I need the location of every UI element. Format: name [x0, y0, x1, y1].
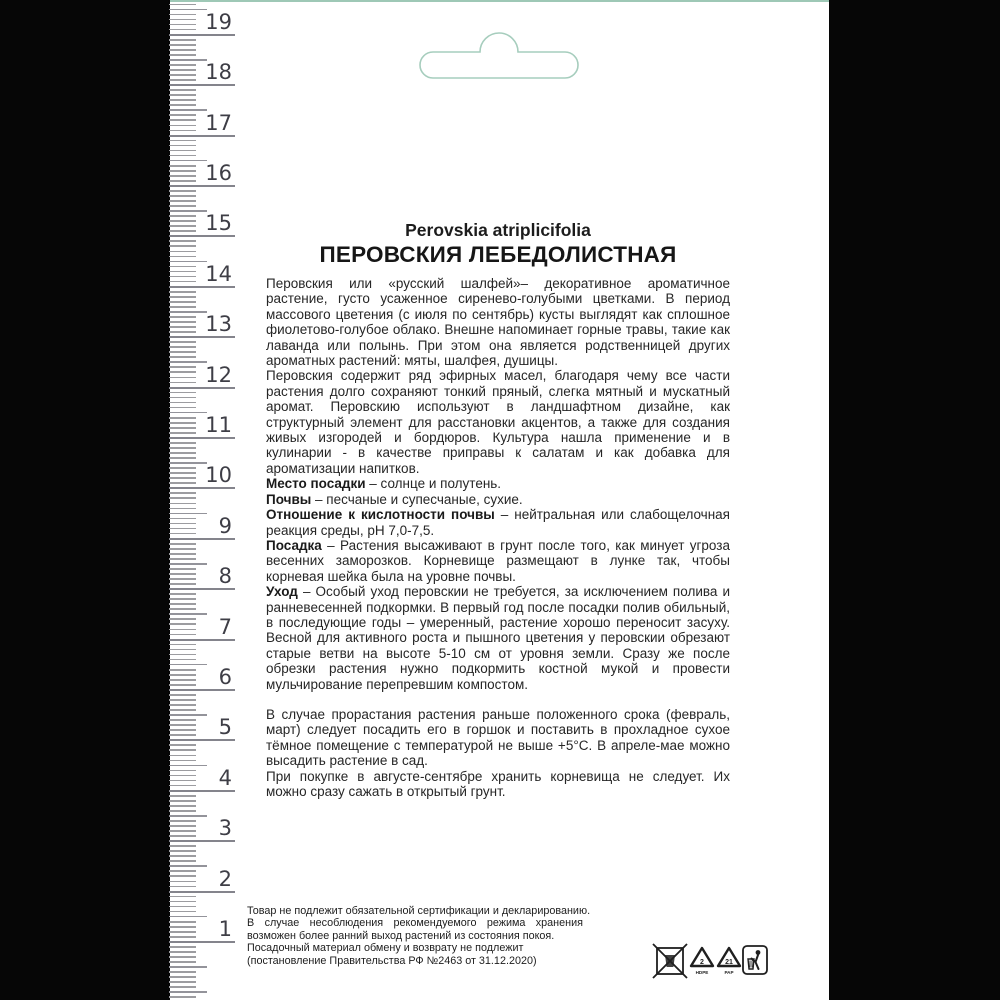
ruler-mm-tick: [169, 558, 196, 560]
feature-care: [266, 584, 730, 692]
feature-acidity-label: Отношение к кислотности почвы: [266, 507, 495, 523]
ruler-mm-tick: [169, 553, 196, 555]
ruler-cm-number: 14: [205, 261, 232, 286]
spacer: [266, 692, 730, 707]
ruler-cm-number: 1: [218, 917, 232, 941]
ruler-mm-tick: [169, 377, 196, 379]
ruler-mm-tick: [169, 755, 196, 757]
ruler-mm-tick: [169, 981, 196, 983]
ruler-half-cm-tick: [169, 9, 207, 11]
ruler-mm-tick: [169, 926, 196, 928]
ruler-mm-tick: [169, 407, 196, 409]
ruler-mm-tick: [169, 578, 196, 580]
ruler-mm-tick: [169, 719, 196, 721]
ruler-mm-tick: [169, 770, 196, 772]
ruler-mm-tick: [169, 452, 196, 454]
ruler-mm-tick: [169, 326, 196, 328]
ruler-mm-tick: [169, 533, 196, 535]
ruler-cm-tick: [169, 941, 235, 943]
ruler-mm-tick: [169, 921, 196, 923]
ruler-mm-tick: [169, 4, 196, 6]
ruler-mm-tick: [169, 850, 196, 852]
ruler-mm-tick: [169, 331, 196, 333]
ruler: [0, 0, 260, 1000]
ruler-cm-tick: [169, 840, 235, 842]
ruler-half-cm-tick: [169, 664, 207, 666]
ruler-cm-number: 5: [218, 715, 232, 740]
ruler-mm-tick: [169, 24, 196, 26]
ruler-cm-number: 3: [218, 816, 232, 841]
ruler-mm-tick: [169, 946, 196, 948]
recycling-code-2-number: 2: [700, 959, 704, 966]
ruler-mm-tick: [169, 256, 196, 258]
ruler-half-cm-tick: [169, 462, 207, 464]
feature-place-text: – солнце и полутень.: [365, 476, 502, 492]
ruler-mm-tick: [169, 785, 196, 787]
feature-care-label: Уход: [266, 584, 298, 600]
ruler-mm-tick: [169, 190, 196, 192]
ruler-mm-tick: [169, 795, 196, 797]
ruler-mm-tick: [169, 251, 196, 253]
ruler-mm-tick: [169, 603, 196, 605]
ruler-mm-tick: [169, 442, 196, 444]
feature-soil-text: – песчаные и супесчаные, сухие.: [311, 491, 523, 507]
feature-soil: [266, 492, 730, 507]
ruler-mm-tick: [169, 886, 196, 888]
feature-soil-label: Почвы: [266, 491, 312, 507]
ruler-mm-tick: [169, 830, 196, 832]
ruler-cm-tick: [169, 588, 235, 590]
ruler-mm-tick: [169, 760, 196, 762]
ruler-mm-tick: [169, 618, 196, 620]
ruler-mm-tick: [169, 457, 196, 459]
ruler-mm-tick: [169, 709, 196, 711]
ruler-cm-number: 16: [205, 161, 232, 185]
ruler-mm-tick: [169, 366, 196, 368]
ruler-mm-tick: [169, 397, 196, 399]
ruler-mm-tick: [169, 699, 196, 701]
ruler-mm-tick: [169, 195, 196, 197]
ruler-mm-tick: [169, 341, 196, 343]
ruler-mm-tick: [169, 870, 196, 872]
feature-planting-label: Посадка: [266, 537, 322, 553]
ruler-mm-tick: [169, 896, 196, 898]
ruler-mm-tick: [169, 971, 196, 973]
ruler-half-cm-tick: [169, 613, 207, 615]
ruler-cm-number: 11: [205, 413, 232, 437]
ruler-mm-tick: [169, 518, 196, 520]
ruler-mm-tick: [169, 568, 196, 570]
ruler-mm-tick: [169, 180, 196, 182]
ruler-mm-tick: [169, 523, 196, 525]
ruler-half-cm-tick: [169, 412, 207, 414]
ruler-mm-tick: [169, 371, 196, 373]
ruler-mm-tick: [169, 79, 196, 81]
ruler-cm-number: 4: [218, 765, 232, 790]
ruler-mm-tick: [169, 528, 196, 530]
ruler-mm-tick: [169, 729, 196, 731]
ruler-half-cm-tick: [169, 311, 207, 313]
ruler-mm-tick: [169, 392, 196, 394]
feature-place-label: Место посадки: [266, 476, 366, 492]
ruler-mm-tick: [169, 694, 196, 696]
ruler-mm-tick: [169, 220, 196, 222]
ruler-mm-tick: [169, 583, 196, 585]
ruler-half-cm-tick: [169, 160, 207, 162]
ruler-cm-tick: [169, 34, 235, 36]
ruler-cm-tick: [169, 185, 235, 187]
ruler-mm-tick: [169, 74, 196, 76]
recycling-code-2-label: HDPE: [695, 970, 709, 975]
ruler-mm-tick: [169, 99, 196, 101]
description-paragraph-2: Перовския содержит ряд эфирных масел, благодаря чему все части растения долго сохраняют тонкий пряный, слегка мятный и мускатный аромат. Перовскию используют в ландшафтном дизайне, как структурный элемент для расстановки акцентов, а также для создания живых изгородей и бордюров. Культура нашла применение и в кулинарии - в качестве приправы к салатам и как добавка для ароматизации напитков.: [266, 368, 730, 476]
ruler-mm-tick: [169, 548, 196, 550]
recycling-code-21-icon: [715, 945, 743, 977]
ruler-mm-tick: [169, 704, 196, 706]
ruler-mm-tick: [169, 130, 196, 132]
ruler-mm-tick: [169, 634, 196, 636]
ruler-mm-tick: [169, 271, 196, 273]
ruler-mm-tick: [169, 508, 196, 510]
ruler-mm-tick: [169, 54, 196, 56]
ruler-mm-tick: [169, 855, 196, 857]
ruler-mm-tick: [169, 800, 196, 802]
ruler-mm-tick: [169, 39, 196, 41]
legal-line-certification: Товар не подлежит обязательной сертификации и декларированию.: [247, 905, 591, 917]
ruler-mm-tick: [169, 573, 196, 575]
ruler-mm-tick: [169, 911, 196, 913]
ruler-cm-number: 12: [205, 362, 232, 387]
ruler-mm-tick: [169, 845, 196, 847]
ruler-mm-tick: [169, 472, 196, 474]
ruler-mm-tick: [169, 447, 196, 449]
ruler-mm-tick: [169, 170, 196, 172]
recycling-code-2-icon: [688, 945, 716, 977]
ruler-mm-tick: [169, 497, 196, 499]
ruler-mm-tick: [169, 961, 196, 963]
ruler-cm-number: 19: [205, 9, 232, 34]
ruler-mm-tick: [169, 881, 196, 883]
ruler-mm-tick: [169, 266, 196, 268]
ruler-mm-tick: [169, 356, 196, 358]
ruler-half-cm-tick: [169, 563, 207, 565]
ruler-mm-tick: [169, 94, 196, 96]
ruler-mm-tick: [169, 629, 196, 631]
russian-title: ПЕРОВСКИЯ ЛЕБЕДОЛИСТНАЯ: [319, 242, 677, 267]
latin-title: Perovskia atriplicifolia: [405, 220, 591, 240]
ruler-mm-tick: [169, 936, 196, 938]
ruler-mm-tick: [169, 875, 196, 877]
ruler-cm-tick: [169, 689, 235, 691]
legal-line-storage: В случае несоблюдения рекомендуемого режима хранения возможен более ранний выход растений из состояния покоя.: [247, 917, 583, 942]
ruler-mm-tick: [169, 150, 196, 152]
ruler-cm-tick: [169, 538, 235, 540]
ruler-mm-tick: [169, 608, 196, 610]
ruler-half-cm-tick: [169, 210, 207, 212]
ruler-mm-tick: [169, 417, 196, 419]
ruler-mm-tick: [169, 901, 196, 903]
ruler-half-cm-tick: [169, 59, 207, 61]
ruler-mm-tick: [169, 780, 196, 782]
ruler-mm-tick: [169, 140, 196, 142]
ruler-mm-tick: [169, 482, 196, 484]
ruler-mm-tick: [169, 427, 196, 429]
ruler-mm-tick: [169, 477, 196, 479]
ruler-cm-tick: [169, 487, 235, 489]
ruler-mm-tick: [169, 775, 196, 777]
ruler-mm-tick: [169, 679, 196, 681]
ruler-cm-tick: [169, 84, 235, 86]
ruler-mm-tick: [169, 89, 196, 91]
ruler-mm-tick: [169, 306, 196, 308]
ruler-mm-tick: [169, 296, 196, 298]
ruler-mm-tick: [169, 976, 196, 978]
ruler-mm-tick: [169, 215, 196, 217]
ruler-mm-tick: [169, 230, 196, 232]
description-paragraph-1: Перовския или «русский шалфей»– декоративное ароматичное растение, густо усаженное сиренево-голубыми цветками. В период массового цветения (с июля по сентябрь) кусты выглядят как сплошное фиолетово-голубое облако. Внешне напоминает горные травы, такие как лаванда или полынь. При этом она является родственницей других ароматных растений: мяты, шалфея, душицы.: [266, 276, 730, 369]
ruler-cm-tick: [169, 387, 235, 389]
ruler-mm-tick: [169, 402, 196, 404]
ruler-mm-tick: [169, 64, 196, 66]
ruler-mm-tick: [169, 749, 196, 751]
ruler-mm-tick: [169, 684, 196, 686]
ruler-cm-tick: [169, 235, 235, 237]
ruler-mm-tick: [169, 734, 196, 736]
ruler-mm-tick: [169, 986, 196, 988]
ruler-cm-number: 18: [205, 60, 232, 85]
ruler-mm-tick: [169, 104, 196, 106]
ruler-mm-tick: [169, 649, 196, 651]
ruler-mm-tick: [169, 145, 196, 147]
feature-acidity-text: – нейтральная или слабощелочная реакция среды, pH 7,0-7,5.: [266, 507, 730, 538]
ruler-mm-tick: [169, 503, 196, 505]
ruler-mm-tick: [169, 382, 196, 384]
ruler-cm-tick: [169, 891, 235, 893]
ruler-mm-tick: [169, 956, 196, 958]
ruler-mm-tick: [169, 659, 196, 661]
ruler-cm-number: 6: [218, 665, 232, 689]
ruler-mm-tick: [169, 805, 196, 807]
ruler-half-cm-tick: [169, 916, 207, 918]
ruler-cm-number: 13: [205, 312, 232, 337]
ruler-mm-tick: [169, 165, 196, 167]
ruler-mm-tick: [169, 346, 196, 348]
ruler-cm-number: 17: [205, 110, 232, 135]
ruler-half-cm-tick: [169, 815, 207, 817]
ruler-half-cm-tick: [169, 714, 207, 716]
ruler-mm-tick: [169, 125, 196, 127]
ruler-mm-tick: [169, 291, 196, 293]
ruler-cm-tick: [169, 286, 235, 288]
ruler-mm-tick: [169, 623, 196, 625]
storage-paragraph-2: При покупке в августе-сентябре хранить корневища не следует. Их можно сразу сажать в открытый грунт.: [266, 768, 730, 799]
ruler-mm-tick: [169, 114, 196, 116]
ruler-mm-tick: [169, 654, 196, 656]
ruler-half-cm-tick: [169, 865, 207, 867]
ruler-half-cm-tick: [169, 261, 207, 263]
ruler-mm-tick: [169, 155, 196, 157]
storage-paragraph-1: В случае прорастания растения раньше положенного срока (февраль, март) следует посадить его в горшок и поставить в прохладное сухое тёмное помещение с температурой не выше +5°С. В апреле-мае можно высадить растение в сад.: [266, 706, 730, 769]
ruler-cm-number: 9: [218, 513, 232, 538]
ruler-mm-tick: [169, 860, 196, 862]
ruler-mm-tick: [169, 644, 196, 646]
ruler-mm-tick: [169, 598, 196, 600]
ruler-mm-tick: [169, 119, 196, 121]
feature-planting-text: – Растения высаживают в грунт после того, как минует угроза весенних заморозков. Корневище размещают в лунке так, чтобы корневая шейка была на уровне почвы.: [266, 537, 730, 584]
ruler-mm-tick: [169, 240, 196, 242]
ruler-mm-tick: [169, 276, 196, 278]
ruler-mm-tick: [169, 321, 196, 323]
ruler-mm-tick: [169, 175, 196, 177]
ruler-mm-tick: [169, 931, 196, 933]
ruler-mm-tick: [169, 669, 196, 671]
ruler-half-cm-tick: [169, 513, 207, 515]
ruler-mm-tick: [169, 674, 196, 676]
ruler-half-cm-tick: [169, 966, 207, 968]
ruler-mm-tick: [169, 593, 196, 595]
ruler-mm-tick: [169, 200, 196, 202]
ruler-mm-tick: [169, 543, 196, 545]
recycling-code-21-label: PAP: [724, 970, 734, 975]
ruler-mm-tick: [169, 744, 196, 746]
ruler-half-cm-tick: [169, 765, 207, 767]
legal-line-no-return: Посадочный материал обмену и возврату не подлежит: [247, 942, 524, 955]
legal-line-decree: (постановление Правительства РФ №2463 от 31.12.2020): [247, 954, 537, 967]
ruler-mm-tick: [169, 69, 196, 71]
ruler-cm-number: 10: [205, 463, 232, 488]
ruler-cm-number: 8: [218, 564, 232, 589]
ruler-half-cm-tick: [169, 991, 207, 993]
ruler-mm-tick: [169, 810, 196, 812]
ruler-cm-number: 15: [205, 211, 232, 236]
ruler-mm-tick: [169, 724, 196, 726]
ruler-cm-tick: [169, 639, 235, 641]
ruler-mm-tick: [169, 351, 196, 353]
ruler-mm-tick: [169, 301, 196, 303]
tidyman-icon: [742, 945, 768, 975]
feature-planting: [266, 538, 730, 584]
ruler-mm-tick: [169, 205, 196, 207]
ruler-mm-tick: [169, 422, 196, 424]
ruler-mm-tick: [169, 316, 196, 318]
ruler-mm-tick: [169, 951, 196, 953]
ruler-cm-tick: [169, 739, 235, 741]
ruler-cm-tick: [169, 336, 235, 338]
ruler-cm-tick: [169, 790, 235, 792]
ruler-mm-tick: [169, 467, 196, 469]
packet-text-block: [266, 0, 730, 799]
ruler-cm-tick: [169, 135, 235, 137]
ruler-mm-tick: [169, 29, 196, 31]
ruler-mm-tick: [169, 14, 196, 16]
ruler-mm-tick: [169, 245, 196, 247]
ruler-half-cm-tick: [169, 361, 207, 363]
packaging-icons: [652, 941, 782, 983]
feature-acidity: [266, 507, 730, 538]
ruler-cm-number: 7: [218, 614, 232, 639]
ruler-mm-tick: [169, 820, 196, 822]
ruler-mm-tick: [169, 281, 196, 283]
ruler-mm-tick: [169, 44, 196, 46]
feature-place: [266, 476, 730, 491]
ruler-half-cm-tick: [169, 109, 207, 111]
feature-care-text: – Особый уход перовскии не требуется, за исключением полива и ранневесенней подкормки. В первый год после посадки полив обильный, в последующие годы – умеренный, растение хорошо переносит засуху. Весной для активного роста и пышного цветения у перовскии обрезают старые ветви на высоте 5-10 см от уровня земли. Сразу же после обрезки растения нужно подкормить костной мукой и провести мульчирование перепревшим компостом.: [266, 584, 730, 692]
ruler-cm-tick: [169, 437, 235, 439]
ruler-mm-tick: [169, 996, 196, 998]
recycling-code-21-number: 21: [725, 959, 733, 966]
ruler-mm-tick: [169, 432, 196, 434]
legal-block: [247, 905, 591, 967]
ruler-mm-tick: [169, 906, 196, 908]
ruler-mm-tick: [169, 492, 196, 494]
ruler-mm-tick: [169, 225, 196, 227]
ruler-mm-tick: [169, 19, 196, 21]
ruler-mm-tick: [169, 825, 196, 827]
ruler-mm-tick: [169, 49, 196, 51]
crossed-out-box-icon: [652, 943, 688, 979]
ruler-mm-tick: [169, 835, 196, 837]
ruler-cm-number: 2: [218, 866, 232, 891]
